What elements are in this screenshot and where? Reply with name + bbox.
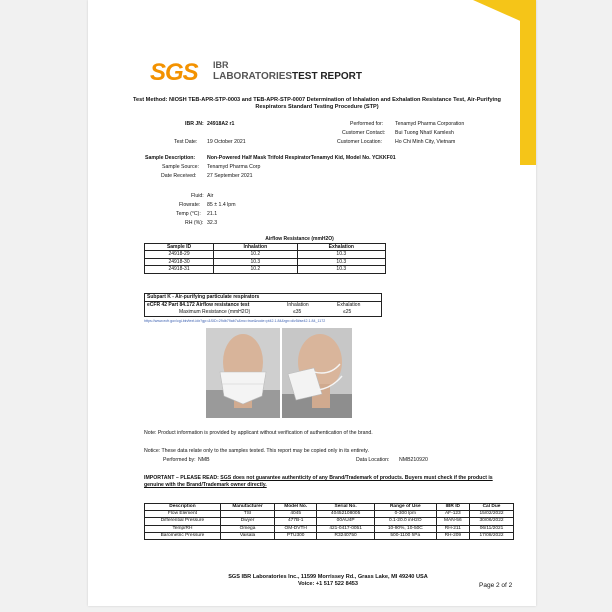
table-row (145, 511, 514, 518)
mask-photo-front (206, 328, 280, 418)
rh-label: RH (%): (185, 220, 204, 226)
equipment-cell: 500-1100 hPa (374, 532, 436, 539)
table-row (145, 518, 514, 525)
equipment-cell: 40452108005 (317, 511, 375, 518)
col-manufacturer: Manufacturer (220, 504, 274, 511)
page-number: Page 2 of 2 (479, 582, 513, 589)
test-date-label: Test Date: (174, 139, 198, 145)
table-row (145, 532, 514, 539)
equipment-cell: 4045 (275, 511, 317, 518)
sample-source-label: Sample Source: (162, 164, 199, 170)
sample-source-value: Tenamyd Pharma Corp (207, 164, 261, 170)
side-accent-bar (520, 0, 536, 165)
equipment-cell: 30/06/2022 (470, 518, 514, 525)
equipment-cell: TSI (220, 511, 274, 518)
ecfr-link[interactable]: https://www.ecfr.gov/cgi-bin/text-idx?gp=&SID=29db79ab7c&mc=true&node=pt42.1.84&rgn=div5#se42.1.84_1172 (144, 319, 326, 323)
fluid-label: Fluid: (191, 193, 204, 199)
important-prefix: IMPORTANT – PLEASE READ: (144, 475, 219, 481)
table-row (145, 266, 386, 274)
equipment-cell: Omega (220, 525, 274, 532)
table-row (145, 258, 386, 266)
max-resistance-label: Maximum Resistance (mmH2O) (179, 309, 251, 315)
subpart-exhalation-label: Exhalation (337, 302, 361, 308)
exhalation-cell: 10.3 (297, 266, 385, 274)
test-date-value: 19 October 2021 (207, 139, 246, 145)
date-received-value: 27 September 2021 (207, 173, 253, 179)
equipment-cell: OM-DVTH (275, 525, 317, 532)
flowrate-label: Flowrate: (179, 202, 201, 208)
exhalation-cell: 10.3 (297, 251, 385, 259)
footer-address (198, 574, 458, 588)
temp-label: Temp (°C): (176, 211, 201, 217)
equipment-cell: 06/11/2021 (470, 525, 514, 532)
equipment-cell: AF-123 (436, 511, 469, 518)
equipment-cell: 0.1-20.0 inH2O (374, 518, 436, 525)
sample-id-cell: 24918-29 (145, 251, 214, 259)
report-page (88, 0, 536, 606)
equipment-cell: MAN-56 (436, 518, 469, 525)
equipment-cell: RH-211 (436, 525, 469, 532)
customer-location-value: Ho Chi Minh City, Vietnam (395, 139, 456, 145)
col-ibr-id: IBR ID (436, 504, 469, 511)
customer-location-label: Customer Location: (337, 139, 382, 145)
equipment-cell: 00AU4P (317, 518, 375, 525)
col-description: Description (145, 504, 221, 511)
col-exhalation: Exhalation (297, 243, 385, 251)
table-row (145, 251, 386, 259)
sample-id-cell: 24918-30 (145, 258, 214, 266)
data-location-value: NMB210920 (399, 457, 428, 463)
equipment-cell: Differential Pressure (145, 518, 221, 525)
sample-description-value: Non-Powered Half Mask Trifold RespiratorTenamyd Kid, Model No. YCKKF01 (207, 155, 396, 161)
col-sample-id: Sample ID (145, 243, 214, 251)
notice-data: Notice: These data relate only to the samples tested. This report may be copied only in its entirety. (144, 448, 369, 454)
col-inhalation: Inhalation (214, 243, 298, 251)
inhalation-cell: 10.2 (214, 266, 298, 274)
rh-value: 32.3 (207, 220, 218, 226)
equipment-cell: Temp/RH (145, 525, 221, 532)
important-notice (144, 475, 514, 489)
test-method: Test Method: NIOSH TEB-APR-STP-0003 and TEB-APR-STP-0007 Determination of Inhalation and Exhalation Resistance Test, Air-Purifying Respirators Standard Testing Procedure (STP) (133, 97, 501, 110)
col-range: Range of Use (374, 504, 436, 511)
equipment-cell: Barometric Pressure (145, 532, 221, 539)
subpart-title: Subpart K - Air-purifying particulate respirators (145, 294, 381, 302)
footer-voice: Voice: +1 517 522 8453 (297, 581, 359, 587)
inhalation-cell: 10.3 (214, 258, 298, 266)
equipment-cell: Flow Element (145, 511, 221, 518)
performed-by-value: NMB (198, 457, 210, 463)
sample-id-cell: 24918-31 (145, 266, 214, 274)
equipment-cell: 15/02/2022 (470, 511, 514, 518)
customer-contact-label: Customer Contact: (342, 130, 386, 136)
table-row (145, 525, 514, 532)
equipment-cell: 421-0417-0051 (317, 525, 375, 532)
max-inhalation-value: ≤35 (293, 309, 302, 315)
col-cal-due: Cal Due (470, 504, 514, 511)
equipment-cell: 0-300 lpm (374, 511, 436, 518)
equipment-cell: 10-90%, 10-50C (374, 525, 436, 532)
temp-value: 21.1 (207, 211, 218, 217)
date-received-label: Date Received: (161, 173, 197, 179)
logo-ibr-text: IBR (213, 60, 229, 70)
flowrate-value: 85 ± 1.4 lpm (207, 202, 236, 208)
equipment-cell: 477B-1 (275, 518, 317, 525)
ibr-jn-value: 24918A2 r1 (207, 121, 235, 127)
fluid-value: Air (207, 193, 214, 199)
airflow-resistance-table (144, 236, 386, 274)
airflow-group-header: Airflow Resistance (mmH2O) (214, 236, 386, 243)
exhalation-cell: 10.3 (297, 258, 385, 266)
equipment-table (144, 503, 514, 540)
footer-address-line: SGS IBR Laboratories Inc., 11599 Morrissey Rd., Grass Lake, MI 49240 USA (228, 574, 428, 580)
subpart-inhalation-label: Inhalation (287, 302, 309, 308)
customer-contact-value: Bui Tuong Nhat/ Kamlesh (395, 130, 454, 136)
col-serial: Serial No. (317, 504, 375, 511)
performed-for-value: Tenamyd Pharma Corporation (395, 121, 465, 127)
equipment-cell: R3240750 (317, 532, 375, 539)
performed-for-label: Performed for: (350, 121, 384, 127)
report-title: TEST REPORT (292, 71, 363, 82)
sample-description-label: Sample Description: (145, 155, 196, 161)
col-model: Model No. (275, 504, 317, 511)
equipment-cell: 17/08/2022 (470, 532, 514, 539)
data-location-label: Data Location: (356, 457, 390, 463)
equipment-cell: RH-209 (436, 532, 469, 539)
equipment-cell: Vaisala (220, 532, 274, 539)
sgs-logo: SGS (150, 59, 198, 86)
logo-laboratories-text: LABORATORIES (213, 71, 293, 82)
cfr-label: eCFR 42 Part 84.172 Airflow resistance test (147, 302, 250, 308)
equipment-cell: PTU300 (275, 532, 317, 539)
subpart-k-box (144, 293, 382, 317)
performed-by-label: Performed by: (163, 457, 196, 463)
important-text: SGS does not guarantee authenticity of any Brand/Trademark of products. Buyers must check if the product is genuine with the Brand/Trademark owner directly. (144, 475, 493, 488)
max-exhalation-value: ≤25 (343, 309, 352, 315)
note-product-info: Note: Product information is provided by applicant without verification of authentication of the brand. (144, 430, 373, 436)
inhalation-cell: 10.2 (214, 251, 298, 259)
mask-photo-side (282, 328, 352, 418)
ibr-jn-label: IBR JN: (185, 121, 204, 127)
equipment-cell: Dwyer (220, 518, 274, 525)
